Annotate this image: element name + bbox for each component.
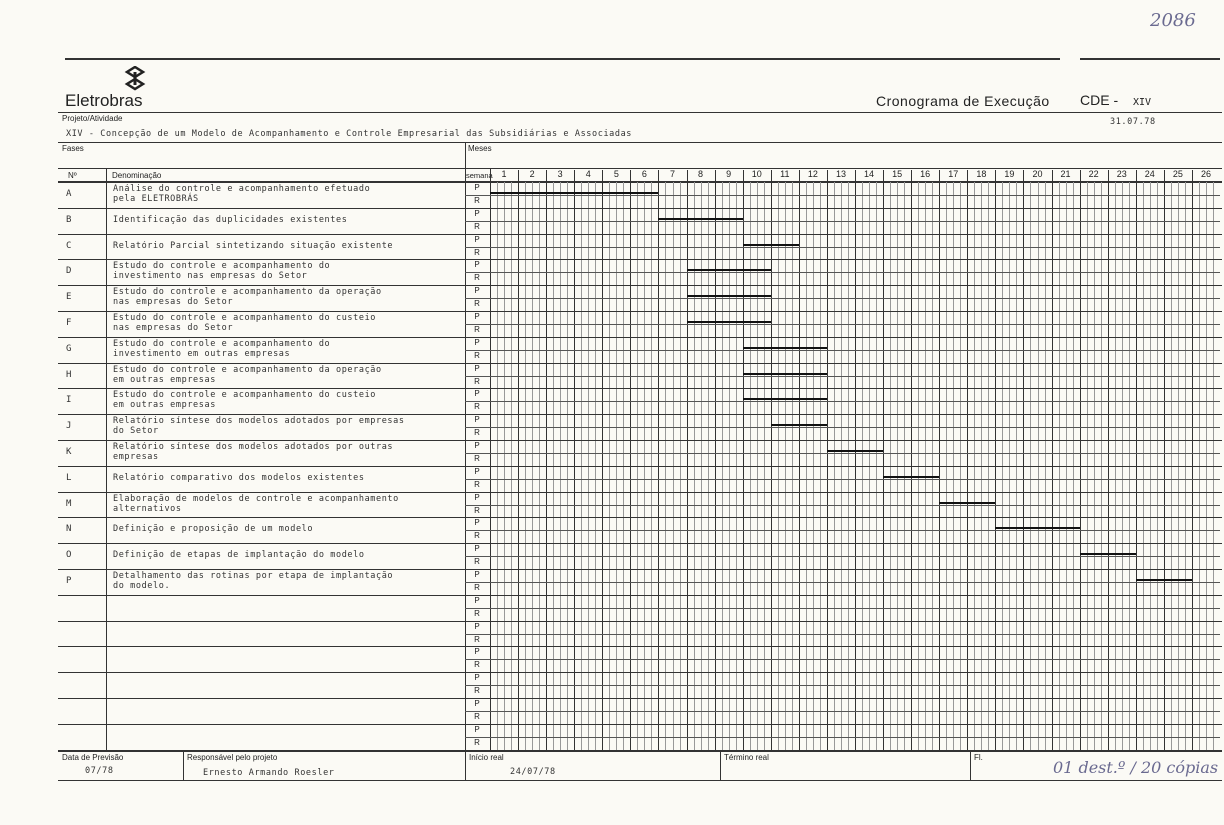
pr-divider [465, 324, 1220, 325]
phase-letter: N [66, 524, 72, 535]
real-label: R [474, 350, 480, 360]
row-divider [58, 337, 1222, 338]
month-header-divider [995, 170, 996, 181]
phase-letter: A [66, 189, 72, 199]
phase-denomination [113, 365, 465, 385]
month-number: 10 [751, 169, 762, 179]
top-rule [65, 58, 1060, 60]
plan-label: P [474, 724, 480, 734]
planned-bar [687, 321, 771, 323]
phase-letter: B [66, 214, 72, 225]
phase-denomination-line: Análise do controle e acompanhamento efetuado [113, 184, 371, 194]
pr-divider [465, 659, 1220, 660]
month-header-divider [658, 170, 659, 181]
phase-denomination [113, 550, 465, 560]
month-header-divider [939, 170, 940, 181]
responsible-label: Responsável pelo projeto [187, 753, 278, 762]
phase-denomination-line: alternativos [113, 503, 182, 514]
phase-denomination-line: do modelo. [113, 581, 171, 591]
row-divider [58, 517, 1222, 518]
plan-label: P [474, 595, 480, 605]
row-divider [58, 285, 1222, 286]
org-name: Eletrobras [65, 91, 143, 110]
plan-label: P [474, 312, 480, 321]
planned-bar [827, 450, 883, 452]
phase-denomination-line: Estudo do controle e acompanhamento do [113, 338, 331, 349]
row-divider [58, 595, 1222, 596]
pr-divider [465, 195, 1220, 196]
month-header-divider [602, 170, 603, 181]
month-header-divider [799, 170, 800, 181]
footer-top-rule [58, 750, 1222, 752]
sheet-label: Fl. [974, 753, 983, 762]
month-header-divider [1164, 170, 1165, 181]
month-number: 5 [613, 169, 619, 179]
phase-letter: H [66, 369, 72, 380]
real-label: R [474, 582, 480, 592]
real-label: R [474, 608, 480, 618]
month-header-divider [490, 170, 491, 181]
phase-denomination [113, 494, 465, 514]
row-divider [58, 724, 1222, 725]
pr-divider [465, 685, 1220, 686]
pr-divider [465, 479, 1220, 480]
month-header-divider [630, 170, 631, 181]
real-label: R [474, 428, 480, 438]
month-header-divider [687, 170, 688, 181]
planned-bar [687, 269, 771, 271]
phase-denomination-line: pela ELETROBRÁS [113, 194, 199, 204]
doc-code-value: XIV [1133, 97, 1152, 108]
forecast-label: Data de Previsão [62, 753, 124, 762]
month-header-divider [1108, 170, 1109, 181]
phase-letter: O [66, 550, 72, 561]
month-number: 20 [1032, 169, 1043, 179]
pr-divider [465, 530, 1220, 531]
pr-divider [465, 453, 1220, 454]
phase-denomination-line: nas empresas do Setor [113, 297, 234, 308]
row-divider [58, 698, 1222, 699]
month-number: 19 [1004, 169, 1015, 179]
month-number: 21 [1060, 169, 1071, 179]
plan-label: P [474, 337, 480, 347]
real-label: R [474, 247, 480, 257]
plan-label: P [474, 286, 480, 296]
real-label: R [474, 557, 480, 567]
row-divider [58, 646, 1222, 647]
row-divider [58, 311, 1222, 312]
phases-label: Fases [62, 144, 84, 153]
phase-denomination-line: Relatório comparativo dos modelos existentes [113, 472, 365, 483]
real-label: R [474, 660, 480, 670]
eletrobras-logo-icon [120, 66, 150, 92]
doc-date: 31.07.78 [1110, 117, 1156, 127]
planned-bar [883, 476, 939, 478]
responsible-value: Ernesto Armando Roesler [203, 768, 335, 778]
months-label: Meses [468, 144, 492, 153]
row-divider [58, 259, 1222, 260]
pr-divider [465, 221, 1220, 222]
planned-bar [939, 502, 995, 504]
planned-bar [771, 424, 827, 426]
row-divider [58, 363, 1222, 364]
pr-divider [465, 556, 1220, 557]
real-label: R [474, 195, 480, 205]
phase-denomination-line: em outras empresas [113, 374, 216, 385]
month-header-divider [883, 170, 884, 181]
month-number: 2 [529, 169, 535, 179]
phase-denomination [113, 339, 465, 359]
col-header-bottom [58, 181, 1222, 183]
pr-divider [465, 711, 1220, 712]
phase-letter: C [66, 240, 72, 251]
phase-denomination [113, 215, 465, 225]
month-number: 12 [807, 169, 818, 179]
month-number: 26 [1200, 169, 1211, 179]
start-value: 24/07/78 [510, 767, 556, 777]
pr-divider [465, 272, 1220, 273]
real-label: R [474, 686, 480, 696]
plan-label: P [474, 466, 480, 476]
plan-label: P [474, 621, 480, 631]
handwritten-note: 01 dest.º / 20 cópias [1053, 758, 1219, 777]
plan-label: P [474, 183, 480, 192]
forecast-value: 07/78 [85, 766, 114, 776]
month-number: 9 [726, 169, 732, 179]
plan-label: P [474, 415, 480, 425]
month-header-divider [827, 170, 828, 181]
month-header-divider [1080, 170, 1081, 181]
phase-denomination-line: nas empresas do Setor [113, 323, 234, 333]
phase-denomination-line: investimento em outras empresas [113, 348, 291, 359]
planned-bar [1080, 553, 1136, 555]
real-label: R [474, 711, 480, 721]
planned-bar [995, 527, 1079, 529]
month-number: 14 [864, 169, 875, 179]
month-header-divider [911, 170, 912, 181]
col-divider-no [106, 168, 107, 750]
month-number: 13 [835, 169, 846, 179]
real-label: R [474, 505, 480, 515]
pr-divider [465, 427, 1220, 428]
plan-label: P [474, 441, 480, 450]
planned-bar [658, 218, 742, 220]
pr-divider [465, 247, 1220, 248]
phase-denomination-line: Identificação das duplicidades existentes [113, 214, 348, 225]
footer-bottom-rule [58, 780, 1222, 781]
phase-denomination-line: Definição de etapas de implantação do modelo [113, 550, 365, 561]
row-divider [58, 440, 1222, 441]
month-number: 18 [976, 169, 987, 179]
phase-denomination [113, 261, 465, 281]
plan-label: P [474, 544, 480, 554]
row-divider [58, 543, 1222, 544]
phase-letter: J [66, 421, 72, 432]
row-divider [58, 492, 1222, 493]
phase-denomination [113, 241, 465, 251]
month-number: 24 [1144, 169, 1155, 179]
phase-letter: L [66, 472, 72, 483]
month-number: 3 [557, 169, 563, 179]
plan-label: P [474, 234, 480, 244]
col-no-label: Nº [68, 171, 77, 180]
phase-denomination-line: Detalhamento das rotinas por etapa de implantação [113, 571, 394, 581]
phase-letter: P [66, 576, 72, 586]
pr-divider [465, 505, 1220, 506]
pr-divider [465, 401, 1220, 402]
phase-denomination [113, 571, 465, 591]
footer-div-3 [720, 750, 721, 780]
pr-divider [465, 737, 1220, 738]
phase-denomination-line: investimento nas empresas do Setor [113, 271, 308, 282]
phase-denomination-line: Estudo do controle e acompanhamento da operação [113, 287, 382, 298]
real-label: R [474, 531, 480, 541]
plan-label: P [474, 492, 480, 502]
col-denom-label: Denominação [112, 171, 162, 180]
planned-bar [687, 295, 771, 297]
plan-label: P [474, 389, 480, 399]
planned-bar [743, 244, 799, 246]
pr-divider [465, 582, 1220, 583]
start-label: Início real [469, 753, 504, 762]
planned-bar [1136, 579, 1192, 581]
planned-bar [743, 398, 827, 400]
phase-letter: F [66, 318, 72, 328]
row-divider [58, 208, 1222, 209]
month-header-divider [855, 170, 856, 181]
phase-denomination-line: empresas [113, 452, 159, 462]
phase-denomination [113, 390, 465, 410]
phase-denomination [113, 184, 465, 204]
month-header-divider [1023, 170, 1024, 181]
month-header-divider [518, 170, 519, 181]
row-divider [58, 569, 1222, 570]
month-number: 4 [585, 169, 591, 179]
pr-divider [465, 298, 1220, 299]
pr-divider [465, 608, 1220, 609]
phase-letter: D [66, 266, 72, 277]
month-number: 22 [1088, 169, 1099, 179]
month-header-divider [1136, 170, 1137, 181]
real-label: R [474, 402, 480, 412]
month-header-divider [771, 170, 772, 181]
phase-letter: E [66, 292, 72, 303]
phase-denomination-line: Estudo do controle e acompanhamento do [113, 261, 331, 272]
month-number: 11 [780, 169, 790, 179]
real-label: R [474, 324, 480, 334]
doc-code-label: CDE - [1080, 92, 1119, 108]
phase-denomination-line: Relatório síntese dos modelos adotados por outras [113, 442, 394, 452]
plan-label: P [474, 208, 480, 218]
phase-denomination-line: Elaboração de modelos de controle e acompanhamento [113, 493, 399, 504]
row-divider [58, 388, 1222, 389]
month-header-divider [743, 170, 744, 181]
planned-bar [743, 347, 827, 349]
phase-denomination-line: Relatório síntese dos modelos adotados por empresas [113, 416, 405, 427]
top-rule-right [1080, 58, 1220, 60]
month-header-divider [715, 170, 716, 181]
real-label: R [474, 737, 480, 747]
project-rule [58, 142, 1222, 143]
header-rule [58, 112, 1222, 113]
doc-title: Cronograma de Execução [876, 93, 1050, 109]
real-label: R [474, 376, 480, 386]
phase-denomination-line: do Setor [113, 426, 159, 437]
phase-denomination-line: Definição e proposição de um modelo [113, 524, 314, 535]
footer-div-1 [183, 750, 184, 780]
phase-denomination-line: em outras empresas [113, 400, 216, 411]
planned-bar [490, 192, 658, 194]
month-number: 16 [920, 169, 931, 179]
col-week-label: semana [466, 171, 493, 180]
real-label: R [474, 221, 480, 231]
phase-denomination [113, 524, 465, 534]
phase-denomination [113, 416, 465, 436]
month-number: 23 [1116, 169, 1127, 179]
pr-divider [465, 634, 1220, 635]
month-header-divider [1052, 170, 1053, 181]
month-number: 8 [698, 169, 704, 179]
real-label: R [474, 479, 480, 489]
month-header-divider [1192, 170, 1193, 181]
plan-label: P [474, 673, 480, 683]
phase-denomination [113, 442, 465, 462]
real-label: R [474, 453, 480, 463]
phase-letter: I [66, 395, 72, 406]
plan-label: P [474, 647, 480, 657]
plan-label: P [474, 699, 480, 708]
month-number: 7 [669, 169, 675, 179]
row-divider [58, 621, 1222, 622]
month-number: 15 [892, 169, 903, 179]
month-header-divider [546, 170, 547, 181]
pr-divider [465, 376, 1220, 377]
handwritten-number: 2086 [1150, 10, 1196, 31]
plan-label: P [474, 363, 480, 373]
real-label: R [474, 634, 480, 644]
month-header-divider [574, 170, 575, 181]
row-divider [58, 672, 1222, 673]
phase-letter: M [66, 498, 72, 509]
row-divider [58, 466, 1222, 467]
row-divider [58, 234, 1222, 235]
phase-denomination [113, 313, 465, 333]
planned-bar [743, 373, 827, 375]
phase-letter: G [66, 343, 72, 354]
project-text: XIV - Concepção de um Modelo de Acompanhamento e Controle Empresarial das Subsidiárias e Associadas [66, 129, 633, 139]
plan-label: P [474, 570, 480, 579]
footer-div-4 [970, 750, 971, 780]
phase-denomination [113, 473, 465, 483]
month-number: 17 [948, 169, 959, 179]
month-number: 1 [501, 169, 507, 179]
plan-label: P [474, 518, 480, 528]
plan-label: P [474, 260, 480, 270]
phase-denomination-line: Estudo do controle e acompanhamento do custeio [113, 390, 377, 401]
real-label: R [474, 299, 480, 309]
phase-denomination-line: Relatório Parcial sintetizando situação existente [113, 240, 394, 251]
project-label: Projeto/Atividade [62, 114, 123, 123]
phase-denomination-line: Estudo do controle e acompanhamento do custeio [113, 313, 377, 323]
month-number: 25 [1172, 169, 1183, 179]
phase-denomination-line: Estudo do controle e acompanhamento da operação [113, 364, 382, 375]
month-header-divider [967, 170, 968, 181]
footer-div-2 [465, 750, 466, 780]
real-label: R [474, 273, 480, 283]
pr-divider [465, 350, 1220, 351]
month-number: 6 [641, 169, 647, 179]
phase-denomination [113, 287, 465, 307]
row-divider [58, 414, 1222, 415]
end-label: Término real [724, 753, 769, 762]
phase-letter: K [66, 447, 72, 457]
